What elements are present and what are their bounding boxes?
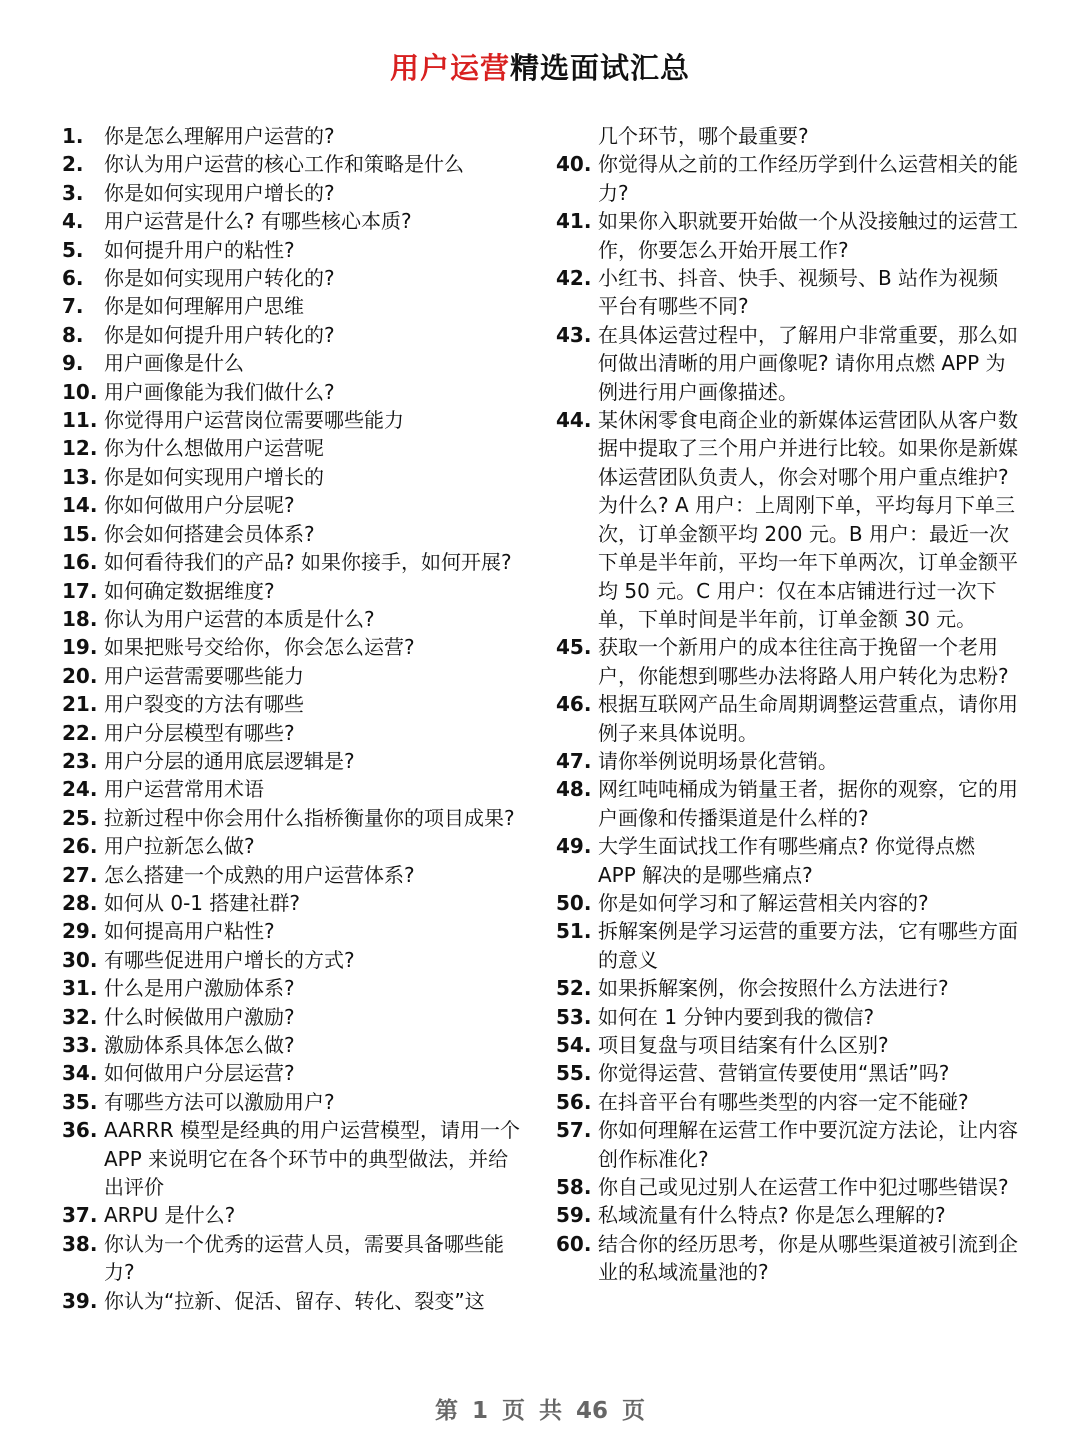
- question-number: 29.: [62, 919, 98, 944]
- question-text: 你觉得从之前的工作经历学到什么运营相关的能力?: [598, 152, 1018, 205]
- question-item: [62, 378, 524, 406]
- question-item: [62, 463, 524, 491]
- question-number: 59.: [556, 1203, 592, 1228]
- question-item: [62, 1116, 524, 1201]
- question-number: 22.: [62, 720, 98, 745]
- question-text: 你认为用户运营的核心工作和策略是什么: [104, 152, 464, 177]
- question-text: 网红吨吨桶成为销量王者，据你的观察，它的用户画像和传播渠道是什么样的?: [598, 777, 1018, 830]
- question-number: 37.: [62, 1203, 98, 1228]
- question-number: 55.: [556, 1061, 592, 1086]
- question-text: 在抖音平台有哪些类型的内容一定不能碰?: [598, 1089, 969, 1114]
- question-item: [556, 832, 1018, 889]
- question-text: AARRR 模型是经典的用户运营模型，请用一个 APP 来说明它在各个环节中的典型做法，并给出评价: [104, 1118, 520, 1200]
- question-number: 5.: [62, 237, 84, 262]
- question-number: 13.: [62, 464, 98, 489]
- question-item: [556, 1088, 1018, 1116]
- question-text: 用户运营需要哪些能力: [104, 663, 304, 688]
- question-number: 26.: [62, 834, 98, 859]
- question-number: 51.: [556, 919, 592, 944]
- question-item: [62, 662, 524, 690]
- question-item: [556, 1116, 1018, 1173]
- question-number: 53.: [556, 1004, 592, 1029]
- question-text: ARPU 是什么?: [104, 1203, 236, 1228]
- question-item: [62, 719, 524, 747]
- question-item: [62, 1059, 524, 1087]
- question-number: 58.: [556, 1175, 592, 1200]
- question-item: [62, 349, 524, 377]
- question-number: 47.: [556, 748, 592, 773]
- question-number: 38.: [62, 1231, 98, 1256]
- question-text: 如何确定数据维度?: [104, 578, 275, 603]
- question-text: 在具体运营过程中，了解用户非常重要，那么如何做出清晰的用户画像呢? 请你用点燃 APP 为例进行用户画像描述。: [598, 322, 1018, 404]
- question-number: 30.: [62, 947, 98, 972]
- question-text: 用户分层的通用底层逻辑是?: [104, 748, 355, 773]
- question-text: 什么时候做用户激励?: [104, 1004, 295, 1029]
- question-text: 你会如何搭建会员体系?: [104, 521, 315, 546]
- question-text: 你是怎么理解用户运营的?: [104, 124, 335, 148]
- question-text: 你是如何理解用户思维: [104, 294, 304, 319]
- question-number: 21.: [62, 692, 98, 717]
- question-item: [62, 406, 524, 434]
- question-text: 用户裂变的方法有哪些: [104, 692, 304, 717]
- question-number: 15.: [62, 521, 98, 546]
- question-number: 25.: [62, 805, 98, 830]
- question-item: [62, 889, 524, 917]
- question-text: 用户拉新怎么做?: [104, 834, 255, 859]
- question-number: 57.: [556, 1118, 592, 1143]
- question-item: [62, 832, 524, 860]
- question-text: 用户画像能为我们做什么?: [104, 379, 335, 404]
- question-item: [556, 889, 1018, 917]
- question-item: [62, 974, 524, 1002]
- question-item: [62, 775, 524, 803]
- question-item: [62, 292, 524, 320]
- question-number: 44.: [556, 408, 592, 433]
- question-item: [556, 1003, 1018, 1031]
- question-number: 9.: [62, 351, 84, 376]
- question-item: [62, 917, 524, 945]
- question-text: 根据互联网产品生命周期调整运营重点，请你用例子来具体说明。: [598, 692, 1018, 745]
- question-item: [62, 520, 524, 548]
- question-item: [556, 775, 1018, 832]
- question-number: 27.: [62, 862, 98, 887]
- question-text: 如何做用户分层运营?: [104, 1061, 295, 1086]
- question-list-left: [62, 122, 524, 1315]
- question-item: [556, 406, 1018, 633]
- question-text: 如果把账号交给你，你会怎么运营?: [104, 635, 415, 660]
- question-number: 45.: [556, 635, 592, 660]
- question-item: [62, 1003, 524, 1031]
- question-text: 你是如何实现用户增长的: [104, 464, 324, 489]
- question-number: 23.: [62, 748, 98, 773]
- question-item: [62, 1031, 524, 1059]
- question-text: 结合你的经历思考，你是从哪些渠道被引流到企业的私域流量池的?: [598, 1231, 1018, 1285]
- question-number: 39.: [62, 1288, 98, 1313]
- question-text: 你觉得运营、营销宣传要使用“黑话”吗?: [598, 1061, 950, 1086]
- question-number: 48.: [556, 777, 592, 802]
- question-text: 你认为用户运营的本质是什么?: [104, 606, 375, 631]
- question-item: [556, 150, 1018, 207]
- question-text: 用户分层模型有哪些?: [104, 720, 295, 745]
- question-number: 52.: [556, 976, 592, 1001]
- question-item: [62, 946, 524, 974]
- question-text: 你是如何学习和了解运营相关内容的?: [598, 890, 929, 915]
- question-number: 43.: [556, 322, 592, 347]
- title-rest: 精选面试汇总: [510, 51, 691, 85]
- question-number: 20.: [62, 663, 98, 688]
- question-number: 12.: [62, 436, 98, 461]
- question-number: 36.: [62, 1118, 98, 1143]
- question-number: 60.: [556, 1231, 592, 1256]
- question-item: [62, 633, 524, 661]
- question-item: [556, 1173, 1018, 1201]
- question-text: 用户运营常用术语: [104, 777, 264, 802]
- question-number: 56.: [556, 1089, 592, 1114]
- question-item: [556, 264, 1018, 321]
- question-item: [62, 577, 524, 605]
- question-number: 1.: [62, 124, 84, 148]
- question-item: [62, 804, 524, 832]
- question-number: 41.: [556, 209, 592, 234]
- question-item: [556, 1031, 1018, 1059]
- question-item: [556, 321, 1018, 406]
- question-item: [62, 1230, 524, 1287]
- question-number: 7.: [62, 294, 84, 319]
- question-text: 请你举例说明场景化营销。: [598, 748, 838, 773]
- question-number: 40.: [556, 152, 592, 177]
- question-text: 项目复盘与项目结案有什么区别?: [598, 1033, 889, 1057]
- question-text: 如何从 0-1 搭建社群?: [104, 890, 300, 915]
- question-number: 17.: [62, 578, 98, 603]
- question-item: [556, 917, 1018, 974]
- question-text: 你是如何实现用户增长的?: [104, 180, 335, 205]
- question-item: [62, 690, 524, 718]
- question-item: [62, 1287, 524, 1315]
- question-number: 16.: [62, 550, 98, 575]
- title-highlight: 用户运营: [389, 51, 510, 85]
- question-item: [556, 974, 1018, 1002]
- question-number: 31.: [62, 976, 98, 1001]
- question-text: 什么是用户激励体系?: [104, 976, 295, 1001]
- question-text: 你认为一个优秀的运营人员，需要具备哪些能力?: [104, 1231, 504, 1285]
- question-text: 用户运营是什么? 有哪些核心本质?: [104, 209, 412, 234]
- question-item: [556, 747, 1018, 775]
- question-item: [62, 605, 524, 633]
- question-text: 你觉得用户运营岗位需要哪些能力: [104, 408, 404, 433]
- question-text: 你是如何提升用户转化的?: [104, 322, 335, 347]
- question-number: 2.: [62, 152, 84, 177]
- question-text: 如果你入职就要开始做一个从没接触过的运营工作，你要怎么开始开展工作?: [598, 209, 1018, 262]
- question-item: [556, 207, 1018, 264]
- question-text: 如何提高用户粘性?: [104, 919, 275, 944]
- question-number: 4.: [62, 209, 84, 234]
- question-number: 6.: [62, 266, 84, 291]
- question-text: 拉新过程中你会用什么指桥衡量你的项目成果?: [104, 805, 515, 830]
- question-item: [62, 179, 524, 207]
- question-text: 有哪些促进用户增长的方式?: [104, 947, 355, 972]
- question-text: 你认为“拉新、促活、留存、转化、裂变”这: [104, 1288, 485, 1313]
- question-number: 50.: [556, 890, 592, 915]
- question-item: [62, 747, 524, 775]
- question-text: 拆解案例是学习运营的重要方法，它有哪些方面的意义: [598, 919, 1018, 972]
- question-text: 你如何理解在运营工作中要沉淀方法论，让内容创作标准化?: [598, 1118, 1018, 1171]
- question-text: 你是如何实现用户转化的?: [104, 266, 335, 291]
- question-text: 私域流量有什么特点? 你是怎么理解的?: [598, 1203, 946, 1228]
- question-number: 33.: [62, 1033, 98, 1057]
- question-number: 11.: [62, 408, 98, 433]
- page-footer: 第 1 页 共 46 页: [434, 1398, 646, 1424]
- question-number: 54.: [556, 1033, 592, 1057]
- question-item: [62, 1201, 524, 1229]
- question-item: [556, 1201, 1018, 1229]
- question-number: 32.: [62, 1004, 98, 1029]
- page-title: [0, 46, 1080, 87]
- question-item: [556, 1059, 1018, 1087]
- question-item: [62, 207, 524, 235]
- question-number: 49.: [556, 834, 592, 859]
- question-item: [62, 150, 524, 178]
- question-text: 你如何做用户分层呢?: [104, 493, 295, 518]
- question-text: 用户画像是什么: [104, 351, 244, 376]
- question-number: 24.: [62, 777, 98, 802]
- question-text: 某休闲零食电商企业的新媒体运营团队从客户数据中提取了三个用户并进行比较。如果你是新媒体运营团队负责人，你会对哪个用户重点维护? 为什么? A 用户：上周刚下单，平均每月下单三次，订单金额平均 200 元。B 用户：最近一次下单是半年前，平均一年下单两次，订单金额平均 50 元。C 用户：仅在本店铺进行过一次下单，下单时间是半年前，订单金额 30 元。: [598, 408, 1018, 631]
- question-text: 小红书、抖音、快手、视频号、B 站作为视频平台有哪些不同?: [598, 266, 999, 319]
- question-text: 如何提升用户的粘性?: [104, 237, 295, 262]
- question-number: 46.: [556, 692, 592, 717]
- question-number: 3.: [62, 180, 84, 205]
- question-item: [62, 548, 524, 576]
- question-number: 14.: [62, 493, 98, 518]
- question-item: [62, 1088, 524, 1116]
- question-number: 10.: [62, 379, 98, 404]
- question-item: [556, 690, 1018, 747]
- question-text: 如果拆解案例，你会按照什么方法进行?: [598, 976, 949, 1001]
- question-text: 怎么搭建一个成熟的用户运营体系?: [104, 862, 415, 887]
- question-text: 激励体系具体怎么做?: [104, 1033, 295, 1057]
- question-item: [556, 633, 1018, 690]
- question-text: 如何看待我们的产品? 如果你接手，如何开展?: [104, 550, 512, 575]
- question-number: 34.: [62, 1061, 98, 1086]
- question-number: 18.: [62, 606, 98, 631]
- question-item: [62, 861, 524, 889]
- question-text: 你自己或见过别人在运营工作中犯过哪些错误?: [598, 1175, 1009, 1200]
- question-list-right: [556, 122, 1018, 1287]
- question-item: [556, 1230, 1018, 1287]
- question-text: 如何在 1 分钟内要到我的微信?: [598, 1004, 875, 1029]
- question-item: [62, 434, 524, 462]
- question-number: 28.: [62, 890, 98, 915]
- question-number: 19.: [62, 635, 98, 660]
- question-text: 获取一个新用户的成本往往高于挽留一个老用户，你能想到哪些办法将路人用户转化为忠粉?: [598, 635, 1009, 688]
- question-number: 8.: [62, 322, 84, 347]
- question-item: [62, 321, 524, 349]
- question-item: [62, 122, 524, 150]
- question-item: [62, 264, 524, 292]
- question-text: 有哪些方法可以激励用户?: [104, 1089, 335, 1114]
- question-text: 大学生面试找工作有哪些痛点? 你觉得点燃 APP 解决的是哪些痛点?: [598, 834, 975, 887]
- question-continuation: 几个环节，哪个最重要?: [598, 124, 809, 148]
- question-item: [62, 236, 524, 264]
- question-number: 42.: [556, 266, 592, 291]
- question-number: 35.: [62, 1089, 98, 1114]
- question-text: 你为什么想做用户运营呢: [104, 436, 324, 461]
- question-item: [62, 491, 524, 519]
